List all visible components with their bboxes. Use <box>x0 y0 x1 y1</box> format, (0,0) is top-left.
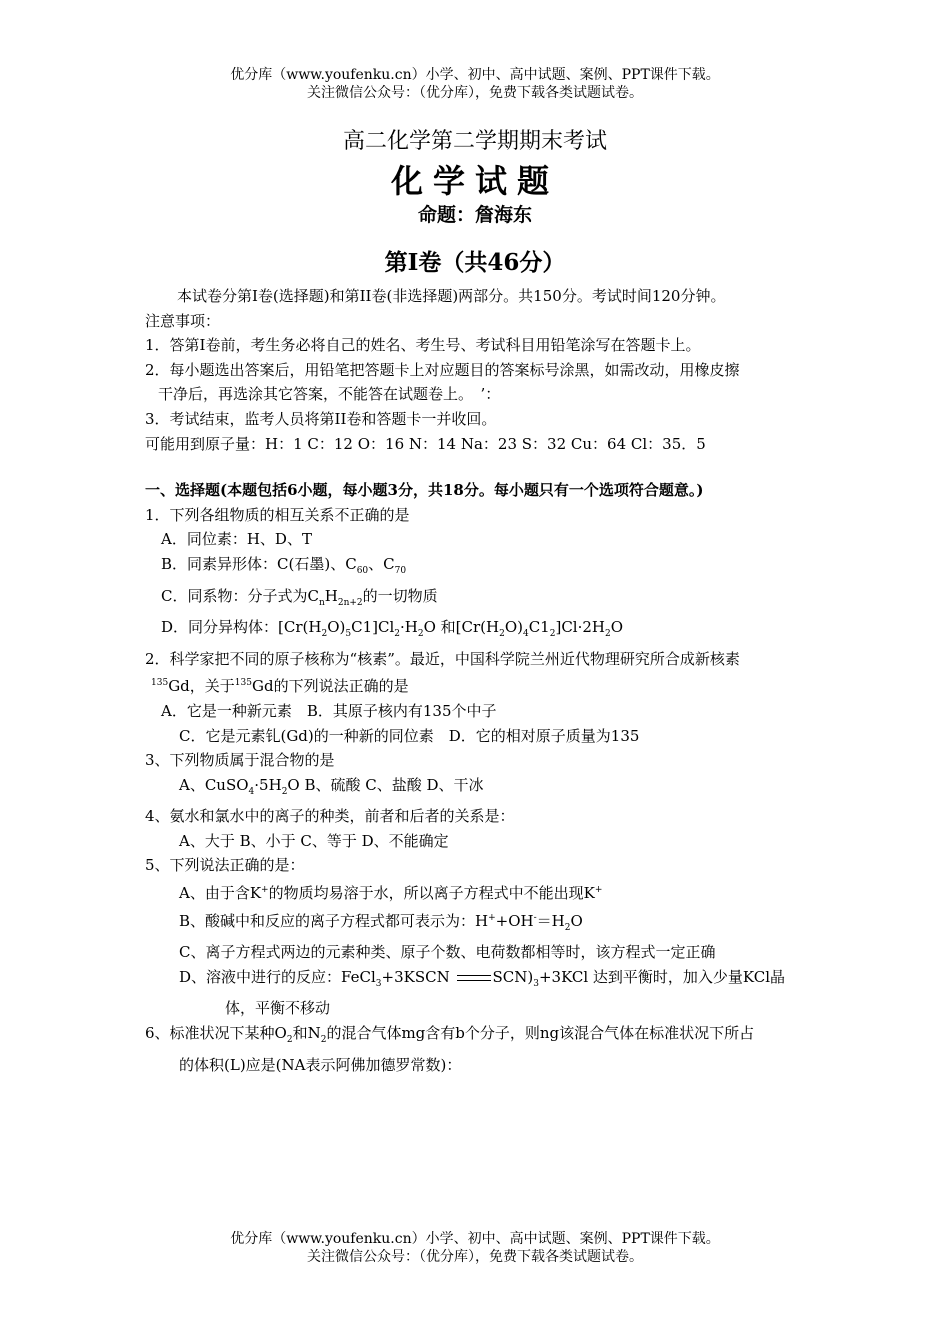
q4-stem: 4、氨水和氯水中的离子的种类，前者和后者的关系是： <box>145 807 515 826</box>
notes-title: 注意事项： <box>145 311 221 330</box>
page-footer <box>0 1230 950 1266</box>
footer-line-1: 优分库（www.youfenku.cn）小学、初中、高中试题、案例、PPT课件下载。 <box>230 1231 720 1247</box>
exam-title: 高二化学第二学期期末考试 <box>342 129 607 154</box>
intro-paragraph: 本试卷分第I卷(选择题)和第II卷(非选择题)两部分。共150分。考试时间120分钟。 <box>177 287 726 305</box>
q5-option-d-cont: 体，平衡不移动 <box>225 999 331 1018</box>
q3-stem: 3、下列物质属于混合物的是 <box>145 751 335 770</box>
section-heading: 一、选择题(本题包括6小题，每小题3分，共18分。每小题只有一个选项符合题意。) <box>145 481 704 500</box>
q1-stem: 1．下列各组物质的相互关系不正确的是 <box>145 505 410 524</box>
q5-option-b: B、酸碱中和反应的离子方程式都可表示为：$H^++OH^-=H_2O$ <box>179 911 583 933</box>
q4-options: A、大于 B、小于 C、等于 D、不能确定 <box>179 831 449 850</box>
volume-title: 第I卷（共46分） <box>384 249 566 276</box>
atomic-masses: 可能用到原子量：H：1 C：12 O：16 N：14 Na：23 S：32 Cu：64 Cl：35．5 <box>145 434 706 453</box>
q2-stem-cont: $^{135}$Gd，关于$^{135}$Gd的下列说法正确的是 <box>151 677 409 696</box>
q2-options-cd: C．它是元素钆(Gd)的一种新的同位素 D．它的相对原子质量为135 <box>179 726 640 745</box>
note-3: 3．考试结束，监考人员将第II卷和答题卡一并收回。 <box>145 409 497 428</box>
q5-option-d: D、溶液中进行的反应：FeCl$_3$+3KSCN $SCN)_3+3KCl$ 达到平衡时，加入少量KCl晶 <box>179 967 786 989</box>
q1-option-c: C．同系物：分子式为$C_nH_{2n+2}$的一切物质 <box>161 586 438 608</box>
q2-stem: 2．科学家把不同的原子核称为“核素”。最近，中国科学院兰州近代物理研究所合成新核素 <box>145 649 740 668</box>
equilibrium-arrow-icon <box>455 972 493 984</box>
q5-stem: 5、下列说法正确的是： <box>145 856 305 875</box>
note-1: 1．答第I卷前，考生务必将自己的姓名、考生号、考试科目用铅笔涂写在答题卡上。 <box>145 336 701 355</box>
note-2-cont: 干净后，再选涂其它答案，不能答在试题卷上。 ’： <box>158 385 501 404</box>
q6-stem-cont: 的体积(L)应是(NA表示阿佛加德罗常数)： <box>179 1055 462 1074</box>
q1-option-d: D．同分异构体：$[Cr(H_2O)_5C1]Cl_2\cdot H_2O$ 和$[Cr(H_2O)_4C1_2]Cl\cdot 2H_2O$ <box>161 618 624 640</box>
subject-title: 化学试题 <box>390 162 559 200</box>
author-line: 命题：詹海东 <box>417 204 532 226</box>
header-line-2: 关注微信公众号：（优分库），免费下载各类试题试卷。 <box>307 85 643 101</box>
page-header <box>0 66 950 102</box>
q3-options: A、$CuSO_4\cdot 5H_2O$ B、硫酸 C、盐酸 D、干冰 <box>179 775 484 797</box>
q2-options-ab: A．它是一种新元素 B．其原子核内有135个中子 <box>161 701 497 720</box>
footer-line-2: 关注微信公众号：（优分库），免费下载各类试题试卷。 <box>307 1249 643 1265</box>
q5-option-a: A、由于含K+的物质均易溶于水，所以离子方程式中不能出现K+ <box>179 884 603 903</box>
q1-option-b: B．同素异形体：C(石墨)、$C_{60}$、$C_{70}$ <box>161 554 407 576</box>
q1-option-a: A．同位素：H、D、T <box>161 530 312 549</box>
note-2: 2．每小题选出答案后，用铅笔把答题卡上对应题目的答案标号涂黑，如需改动，用橡皮擦 <box>145 360 740 379</box>
q5-option-c: C、离子方程式两边的元素种类、原子个数、电荷数都相等时，该方程式一定正确 <box>179 943 716 962</box>
header-line-1: 优分库（www.youfenku.cn）小学、初中、高中试题、案例、PPT课件下载。 <box>230 67 720 83</box>
q6-stem: 6、标准状况下某种$O_2$和$N_2$的混合气体mg含有b个分子，则ng该混合气体在标准状况下所占 <box>145 1024 755 1046</box>
document-body <box>145 284 810 1077</box>
